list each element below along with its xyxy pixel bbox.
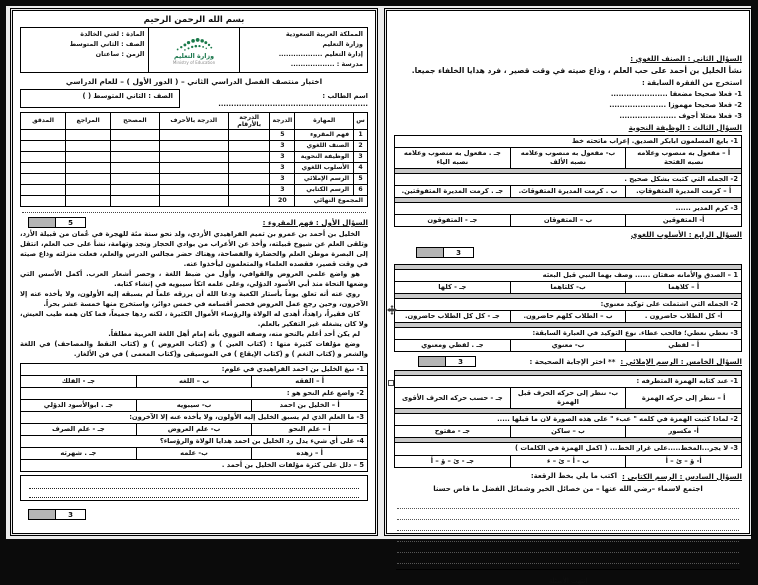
- mcq-options-row: [395, 340, 742, 352]
- mcq-question-row: [21, 411, 368, 423]
- row-num: 5: [354, 173, 368, 184]
- question-4-score-box: [416, 247, 474, 258]
- mcq-question: 3- نعطي نعطي؛ فالحب عطاء. نوع التوكيد في العبارة السابقة:: [395, 328, 742, 340]
- mcq-question: 3- لا يجر...المخط.....على غرار الخط... ( اكمل الهمزة في الكلمات ): [395, 443, 742, 455]
- empty-cell: [66, 140, 111, 151]
- option-b: ب- مفعول به منصوب وعلامه نصبه الألف: [510, 147, 626, 168]
- option-a: أ – زهده: [252, 448, 368, 460]
- mcq-question-row: [395, 328, 742, 340]
- empty-cell: [159, 195, 228, 206]
- table-row: [21, 28, 368, 73]
- empty-cell: [111, 195, 160, 206]
- option-b: ب – ساكن: [510, 426, 626, 438]
- student-name-field: اسم الطالب : ..........................................................: [218, 91, 368, 108]
- option-c: جـ - علم الصرف: [21, 423, 137, 435]
- kingdom-line: المملكة العربية السعودية: [285, 30, 363, 38]
- skill-name: الأسلوب اللغوي: [295, 162, 354, 173]
- mcq-question-row: [395, 443, 742, 455]
- mcq-question-row: [21, 363, 368, 375]
- extract-item: 1- فعلا صحيحا مضعفا ......................: [610, 89, 742, 98]
- empty-cell: [21, 129, 66, 140]
- school-line: مدرسة : ..................: [290, 59, 363, 68]
- empty-cell: [111, 151, 160, 162]
- empty-cell: [21, 173, 66, 184]
- passage-paragraph: لم يكن أحد أعلم بالنحو منه، وصفه النووي بأنه إمام أهل اللغة العربية مطلقاً.: [108, 329, 360, 338]
- header-table: [20, 27, 368, 73]
- empty-cell: [159, 184, 228, 195]
- option-b: ب- علمه: [136, 448, 252, 460]
- option-b: ب- سيبويه: [136, 399, 252, 411]
- empty-cell: [228, 140, 270, 151]
- empty-cell: [159, 173, 228, 184]
- answer-line: [29, 489, 359, 498]
- question-5-score-box: [418, 356, 476, 367]
- question-5-subtitle: ** اختر الإجابة الصحيحة :: [529, 357, 616, 366]
- q4-mcq-table: [394, 264, 742, 352]
- option-c: جـ - المتفوقون: [395, 214, 511, 226]
- empty-cell: [66, 129, 111, 140]
- grades-row: [21, 173, 368, 184]
- empty-cell: [159, 162, 228, 173]
- empty-cell: [21, 195, 66, 206]
- option-c: جـ . ابوالأسود الدؤلي: [21, 399, 137, 411]
- option-a: أ- ؤ – ئ – أ: [626, 455, 742, 467]
- question-6-subtitle: اكتب ما يلي بخط الرقعة:: [530, 472, 617, 481]
- empty-cell: [159, 140, 228, 151]
- grades-header-cell: المراجع: [66, 112, 111, 129]
- empty-cell: [21, 184, 66, 195]
- header-right-cell: [239, 28, 367, 73]
- answer-line: [29, 480, 359, 489]
- total-label: المجموع النهائي: [295, 195, 368, 206]
- end-separator-line: [396, 569, 740, 570]
- empty-cell: [228, 129, 270, 140]
- empty-cell: [159, 151, 228, 162]
- end-of-questions-note: انتهت الأسئلة: [548, 576, 588, 585]
- mcq-options-row: [395, 426, 742, 438]
- mcq-question: 1 – الصدق والأمانه صفتان ...... وصف بهما النبي قبل البعثه: [395, 269, 742, 281]
- passage-paragraph: وضع مؤلفات كثيرة منها : (كتاب العين ) و (كتاب العروض ) و (كتاب النقط والمصاحف) في اللغة والشعر و (كتاب النغم ) و (كتاب الإيقاع ) في الموسيقى و(كتاب المعمى ) في فن الألغاز.: [20, 339, 368, 358]
- q1-mcq-table: [20, 363, 368, 472]
- empty-cell: [66, 184, 111, 195]
- option-b: ب - أ – ئ – ء: [510, 455, 626, 467]
- exam-page-1: [12, 10, 376, 534]
- question-1-footer-score-box: [28, 509, 86, 520]
- empty-cell: [159, 129, 228, 140]
- question-1-score-box: [28, 217, 86, 228]
- question-2-instruction: استخرج من الفقرة السابقة :: [641, 78, 742, 87]
- score-box-grade-cell: [29, 218, 55, 227]
- grades-header-cell: س: [354, 112, 368, 129]
- open-question: 5 – دلل على كثرة مؤلفات الخليل بن أحمد .: [21, 460, 368, 472]
- option-c: جـ - مفتوح: [395, 426, 511, 438]
- option-a: أ – ننظر إلى حركه الهمزة: [626, 388, 742, 409]
- exam-title: اختبار منتصف الفصل الدراسي الثاني – ( الدور الأول ) – للعام الدراسي: [65, 76, 323, 86]
- score-box-value: 3: [445, 357, 475, 366]
- passage-paragraph: الخليل بن أحمد بن عمرو بن تميم الفراهيدي الأزدي، ولد نحو سنة مئة للهجرة في عُمان من قبيلة الأزد، وتلقى العلم عن شيوخ قبيلته، وأخذ عن الأعراب من بوادي الحجاز ونجد وتهامة، نشأ على حب العلم، انتقل إلى البصرة موطن العلم والحضارة والفصاحة، وهناك حضر مجالس الدرس والعلم، فعلت منزلته وذاع صيته في وقت قصير، فقصده العلماء والمتعلمون ليأخذوا عنه.: [20, 229, 368, 268]
- mcq-question-row: [395, 376, 742, 388]
- empty-cell: [111, 162, 160, 173]
- option-b: ب . كرمت المديرة المتفوقاتَ.: [510, 185, 626, 197]
- skill-name: الرسم الكتابي: [295, 184, 354, 195]
- question-1-title-row: [20, 217, 368, 228]
- option-a: أ- المتفوقين: [626, 214, 742, 226]
- mcq-options-row: [395, 455, 742, 467]
- mcq-question: 2- واضع علم النحو هو :: [21, 387, 368, 399]
- mcq-question: 1- بايع المسلمون ابابكر الصديق. إعراب ماتحته خط: [395, 135, 742, 147]
- grades-header-cell: المدقق: [21, 112, 66, 129]
- total-score: 20: [270, 195, 295, 206]
- writing-line: [397, 531, 739, 542]
- grades-table: [20, 112, 368, 207]
- extract-item: 2- فعلا صحيحا مهموزا ......................: [609, 100, 742, 109]
- grades-row: [21, 129, 368, 140]
- option-b: ب- علم العروض: [136, 423, 252, 435]
- empty-cell: [21, 140, 66, 151]
- question-1-title: السؤال الأول : فهم المقروء :: [262, 217, 368, 227]
- score-box-value: 3: [443, 248, 473, 257]
- question-6-title-row: [394, 472, 742, 481]
- passage-paragraph: كان فقيراً، زاهداً، أهدى له الولاة والرؤساء الأموال الكثيرة ، لكنه ردها جميعاً، فما كان همه طيب العيش، ولا كان يشغله غير التفكير بالعلم.: [20, 309, 368, 328]
- grades-header-cell: المهارة: [295, 112, 354, 129]
- option-b: ب – المتفوقان: [510, 214, 626, 226]
- header-logo-cell: [149, 28, 239, 73]
- row-num: 4: [354, 162, 368, 173]
- mcq-question-row: [395, 135, 742, 147]
- score-box-value: 3: [55, 510, 85, 519]
- score-box-grade-cell: [29, 510, 55, 519]
- mcq-options-row: [395, 147, 742, 168]
- option-c: جـ . كرمت المديرة المتفوقتين.: [395, 185, 511, 197]
- skill-name: الصنف اللغوي: [295, 140, 354, 151]
- option-c: جـ - الفلك: [21, 375, 137, 387]
- option-a: أ- مكسور: [626, 426, 742, 438]
- empty-cell: [111, 184, 160, 195]
- q5-mcq-table: [394, 370, 742, 467]
- writing-line: [397, 520, 739, 531]
- student-class-field: الصف : الثاني المتوسط ( ): [20, 89, 180, 108]
- mcq-question: 1- عند كتابه الهمزة المتطرفه :: [395, 376, 742, 388]
- option-c: جـ - كلها: [395, 282, 511, 294]
- option-c: جـ - ئ – ؤ – أ: [395, 455, 511, 467]
- option-c: جـ . لفظي ومعنوي: [395, 340, 511, 352]
- subject-line: المادة : لغتي الخالدة: [80, 30, 145, 38]
- edu-admin-line: إدارة التعليم ..................: [278, 49, 363, 58]
- grades-row: [21, 140, 368, 151]
- question-5-title-row: [394, 356, 742, 367]
- option-a: أ – كرمت المديرة المتفوقاتِ.: [626, 185, 742, 197]
- mcq-question-row: [395, 202, 742, 214]
- empty-cell: [111, 173, 160, 184]
- option-b: ب- كلتاهما: [510, 282, 626, 294]
- mcq-question-row: [395, 414, 742, 426]
- option-c: جـ - حسب حركه الحرف الأقوى: [395, 388, 511, 409]
- mcq-question: 4- على أي شيء يدل رد الخليل بن احمد هدايا الولاة والرؤساء؟: [21, 436, 368, 448]
- mcq-question: 2- الجمله التي كتبت بشكل صحيح .: [395, 173, 742, 185]
- skill-score: 3: [270, 151, 295, 162]
- row-num: 6: [354, 184, 368, 195]
- score-box-value: 5: [55, 218, 85, 227]
- basmala-text: بسم الله الرحمن الرحيم: [143, 15, 245, 25]
- score-box-grade-cell: [419, 357, 445, 366]
- mcq-question: 2- لماذا كتبت الهمزة في كلمه " عبء " على هذه الصورة لان ما قبلها .....: [395, 414, 742, 426]
- empty-cell: [111, 140, 160, 151]
- score-box-grade-cell: [417, 248, 443, 257]
- question-2-title: السؤال الثاني : الصنف اللغوي :: [630, 54, 742, 63]
- header-left-cell: [21, 28, 149, 73]
- option-b: ب – الطلاب كلهم حاضرون.: [510, 311, 626, 323]
- passage-paragraph: هو واضع علمي العروض والقوافي، وأول من ضبط اللغة ، وحصر أشعار العرب. أكمل الأسس التي وضعها النحاة منذ أبي الأسود الدؤلي، وعلى علمه اتكأ سيبويه في إنشاء كتابه.: [20, 269, 368, 288]
- row-num: 2: [354, 140, 368, 151]
- grades-row: [21, 162, 368, 173]
- grades-total-row: [21, 195, 368, 206]
- move-cursor-icon: [387, 300, 397, 310]
- mcq-question: 3- كرم المدير ......: [395, 202, 742, 214]
- mcq-options-row: [21, 399, 368, 411]
- option-b: ب – اللغه: [136, 375, 252, 387]
- open-question-row: [21, 460, 368, 472]
- logo-title: وزارة التعليم: [174, 52, 214, 60]
- mcq-options-row: [21, 448, 368, 460]
- question-4-score-row: [394, 242, 742, 261]
- reading-passage: [20, 230, 368, 360]
- question-4-title: السؤال الرابع : الأسلوب اللغوي: [630, 229, 742, 239]
- mcq-question: 2- الجمله التي اشتملت على توكيد معنوي:: [395, 299, 742, 311]
- writing-line: [397, 498, 739, 509]
- mcq-question-row: [21, 436, 368, 448]
- option-a: أ – الفقه: [252, 375, 368, 387]
- anchor-square-icon: [388, 380, 394, 386]
- empty-cell: [21, 151, 66, 162]
- question-2-passage: نشأ الخليل بن أحمد على حب العلم ، وذاع صيته في وقت قصير ، فرد هدايا الخلفاء جميعا.: [411, 66, 742, 75]
- writing-line: [397, 553, 739, 564]
- mcq-question-row: [395, 299, 742, 311]
- mcq-options-row: [395, 388, 742, 409]
- option-a: أ – مفعول به منصوب وعلامه نصبه الفتحة: [626, 147, 742, 168]
- grades-row: [21, 184, 368, 195]
- empty-cell: [21, 162, 66, 173]
- grades-header-cell: المصحح: [111, 112, 160, 129]
- mcq-question: 3- ما العلم الذي لم يسبق الخليل إليه الأولون، ولا يأخذه عنه إلا الآخرون:: [21, 411, 368, 423]
- empty-cell: [228, 184, 270, 195]
- option-b: ب- معنوي: [510, 340, 626, 352]
- option-a: أ – لفظي: [626, 340, 742, 352]
- empty-cell: [228, 195, 270, 206]
- row-num: 1: [354, 129, 368, 140]
- extract-item: 3- فعلا معتلا أجوف ......................: [619, 111, 742, 120]
- skill-score: 5: [270, 129, 295, 140]
- writing-line: [397, 509, 739, 520]
- grades-header-cell: الدرجة بالأحرف: [159, 112, 228, 129]
- skill-score: 3: [270, 162, 295, 173]
- footer-score-row: [20, 504, 368, 523]
- skill-score: 3: [270, 173, 295, 184]
- mcq-options-row: [395, 282, 742, 294]
- mcq-question-row: [395, 269, 742, 281]
- mcq-options-row: [395, 214, 742, 226]
- mcq-options-row: [21, 423, 368, 435]
- mcq-options-row: [395, 185, 742, 197]
- skill-name: الرسم الإملائي: [295, 173, 354, 184]
- handwriting-sentence: اجتمع لاسماء –رضي الله عنها – من خصائل الخير وشمائل الفضل ما فاض حسنا: [433, 484, 703, 493]
- empty-cell: [228, 162, 270, 173]
- writing-line: [397, 542, 739, 553]
- writing-lines-area: [397, 498, 739, 564]
- student-info-row: [20, 89, 368, 108]
- empty-cell: [228, 173, 270, 184]
- option-a: أ – الخليل بن احمد: [252, 399, 368, 411]
- empty-cell: [66, 173, 111, 184]
- option-a: أ- كل الطلاب حاضرون .: [626, 311, 742, 323]
- dotted-separator: [22, 212, 366, 213]
- mcq-question-row: [395, 173, 742, 185]
- mcq-question: 1- نبغ الخليل بن احمد الفراهيدي في علوم:: [21, 363, 368, 375]
- answer-lines-box: [20, 475, 368, 501]
- grades-header-row: [21, 112, 368, 129]
- grades-row: [21, 151, 368, 162]
- exam-page-2: [386, 10, 750, 585]
- empty-cell: [66, 151, 111, 162]
- ministry-line: وزارة التعليم: [322, 39, 363, 48]
- skill-name: الوظيفة النحوية: [295, 151, 354, 162]
- option-b: ب- ننظر إلى حركه الحرف قبل الهمزة: [510, 388, 626, 409]
- skill-score: 3: [270, 140, 295, 151]
- mcq-options-row: [395, 311, 742, 323]
- time-line: الزمن : ساعتان: [95, 49, 145, 58]
- skill-name: فهم المقروء: [295, 129, 354, 140]
- empty-cell: [66, 162, 111, 173]
- q3-mcq-table: [394, 135, 742, 227]
- passage-paragraph: روي عنه أنه تعلق يوماً بأستار الكعبة ودعا الله أن يرزقه علماً لم يسبقه إليه الأولون، ولا يأخذه عنه إلا الآخرون، وحين رجع عمل العروض فحصر أقسامه في خمس دوائر، واستخرج منها خمسة عشر بحراً.: [20, 289, 368, 308]
- row-num: 3: [354, 151, 368, 162]
- mcq-question-row: [21, 387, 368, 399]
- logo-subtitle: Ministry of Education: [172, 59, 216, 65]
- question-3-title: السؤال الثالث : الوظيفة النحوية: [628, 122, 742, 132]
- option-c: جـ . شهرته: [21, 448, 137, 460]
- question-6-title: السؤال السادس : الرسم الكتابي :: [621, 471, 742, 481]
- option-a: أ – علم النحو: [252, 423, 368, 435]
- skill-score: 3: [270, 184, 295, 195]
- empty-cell: [228, 151, 270, 162]
- empty-cell: [66, 195, 111, 206]
- ministry-of-education-logo-icon: [171, 34, 217, 54]
- grades-header-cell: الدرجة: [270, 112, 295, 129]
- question-5-title: السؤال الخامس : الرسم الإملائي :: [620, 357, 742, 367]
- option-a: أ – كلاهما: [626, 282, 742, 294]
- option-c: جـ - كل كل الطلاب حاضرون.: [395, 311, 511, 323]
- option-c: جـ . مفعول به منصوب وعلامه نصبه الياء: [395, 147, 511, 168]
- mcq-options-row: [21, 375, 368, 387]
- grades-header-cell: الدرجة بالأرقام: [228, 112, 270, 129]
- empty-cell: [111, 129, 160, 140]
- grade-line: الصف : الثاني المتوسط: [69, 39, 145, 48]
